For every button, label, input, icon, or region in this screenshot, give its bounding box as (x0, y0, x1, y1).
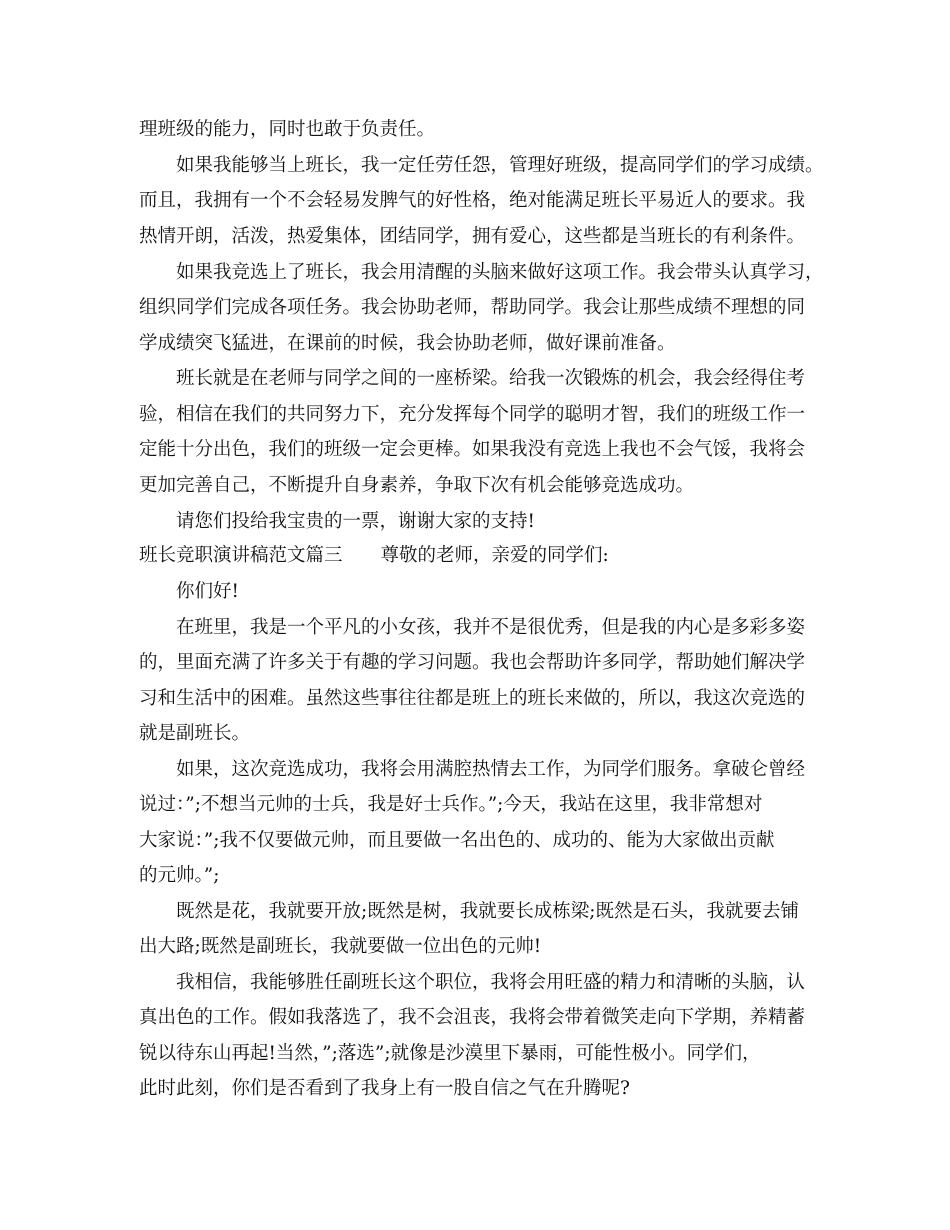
section-heading-line (139, 544, 609, 568)
text-line: 大家说：”;我不仅要做元帅，而且要做一名出色的、成功的、能为大家做出贡献 (139, 830, 775, 851)
paragraph-start: 我相信，我能够胜任副班长这个职位，我将会用旺盛的精力和清晰的头脑，认 (176, 972, 806, 993)
text-line: 学成绩突飞猛进，在课前的时候，我会协助老师，做好课前准备。 (139, 333, 676, 354)
text-line: 定能十分出色，我们的班级一定会更棒。如果我没有竞选上我也不会气馁，我将会 (139, 439, 806, 460)
text-line: 习和生活中的困难。虽然这些事往往都是班上的班长来做的，所以，我这次竞选的 (139, 688, 806, 709)
paragraph-start: 既然是花，我就要开放;既然是树，我就要长成栋梁;既然是石头，我就要去铺 (176, 901, 799, 922)
salutation: 尊敬的老师，亲爱的同学们: (380, 545, 609, 566)
text-line: 此时此刻，你们是否看到了我身上有一股自信之气在升腾呢? (139, 1078, 630, 1099)
text-line: 出大路;既然是副班长，我就要做一位出色的元帅! (139, 936, 542, 957)
text-line: 的元帅。”; (139, 865, 220, 886)
paragraph-start: 如果，这次竞选成功，我将会用满腔热情去工作，为同学们服务。拿破仑曾经 (176, 759, 806, 780)
text-line: 理班级的能力，同时也敢于负责任。 (139, 119, 436, 140)
paragraph-start: 在班里，我是一个平凡的小女孩，我并不是很优秀，但是我的内心是多彩多姿 (176, 617, 806, 638)
text-line: 就是副班长。 (139, 723, 251, 744)
text-line: 真出色的工作。假如我落选了，我不会沮丧，我将会带着微笑走向下学期，养精蓄 (139, 1007, 806, 1028)
text-line: 热情开朗，活泼，热爱集体，团结同学，拥有爱心，这些都是当班长的有利条件。 (139, 226, 806, 247)
paragraph-start: 班长就是在老师与同学之间的一座桥梁。给我一次锻炼的机会，我会经得住考 (176, 368, 806, 389)
text-line: 而且，我拥有一个不会轻易发脾气的好性格，绝对能满足班长平易近人的要求。我 (139, 190, 806, 211)
text-line: 组织同学们完成各项任务。我会协助老师，帮助同学。我会让那些成绩不理想的同 (139, 297, 806, 318)
text-line: 验，相信在我们的共同努力下，充分发挥每个同学的聪明才智，我们的班级工作一 (139, 404, 806, 425)
paragraph-start: 如果我竞选上了班长，我会用清醒的头脑来做好这项工作。我会带头认真学习， (176, 262, 824, 283)
paragraph-start: 如果我能够当上班长，我一定任劳任怨，管理好班级，提高同学们的学习成绩。 (176, 155, 824, 176)
section-title: 班长竞职演讲稿范文篇三 (139, 545, 343, 566)
text-line: 锐以待东山再起!当然，”;落选”;就像是沙漠里下暴雨，可能性极小。同学们， (139, 1043, 761, 1064)
text-line: 说过：”;不想当元帅的士兵，我是好士兵作。”;今天，我站在这里，我非常想对 (139, 794, 763, 815)
paragraph-start: 请您们投给我宝贵的一票，谢谢大家的支持! (176, 511, 535, 532)
text-line: 的，里面充满了许多关于有趣的学习问题。我也会帮助许多同学，帮助她们解决学 (139, 652, 806, 673)
greeting: 你们好! (176, 581, 239, 602)
text-line: 更加完善自己，不断提升自身素养，争取下次有机会能够竞选成功。 (139, 475, 695, 496)
